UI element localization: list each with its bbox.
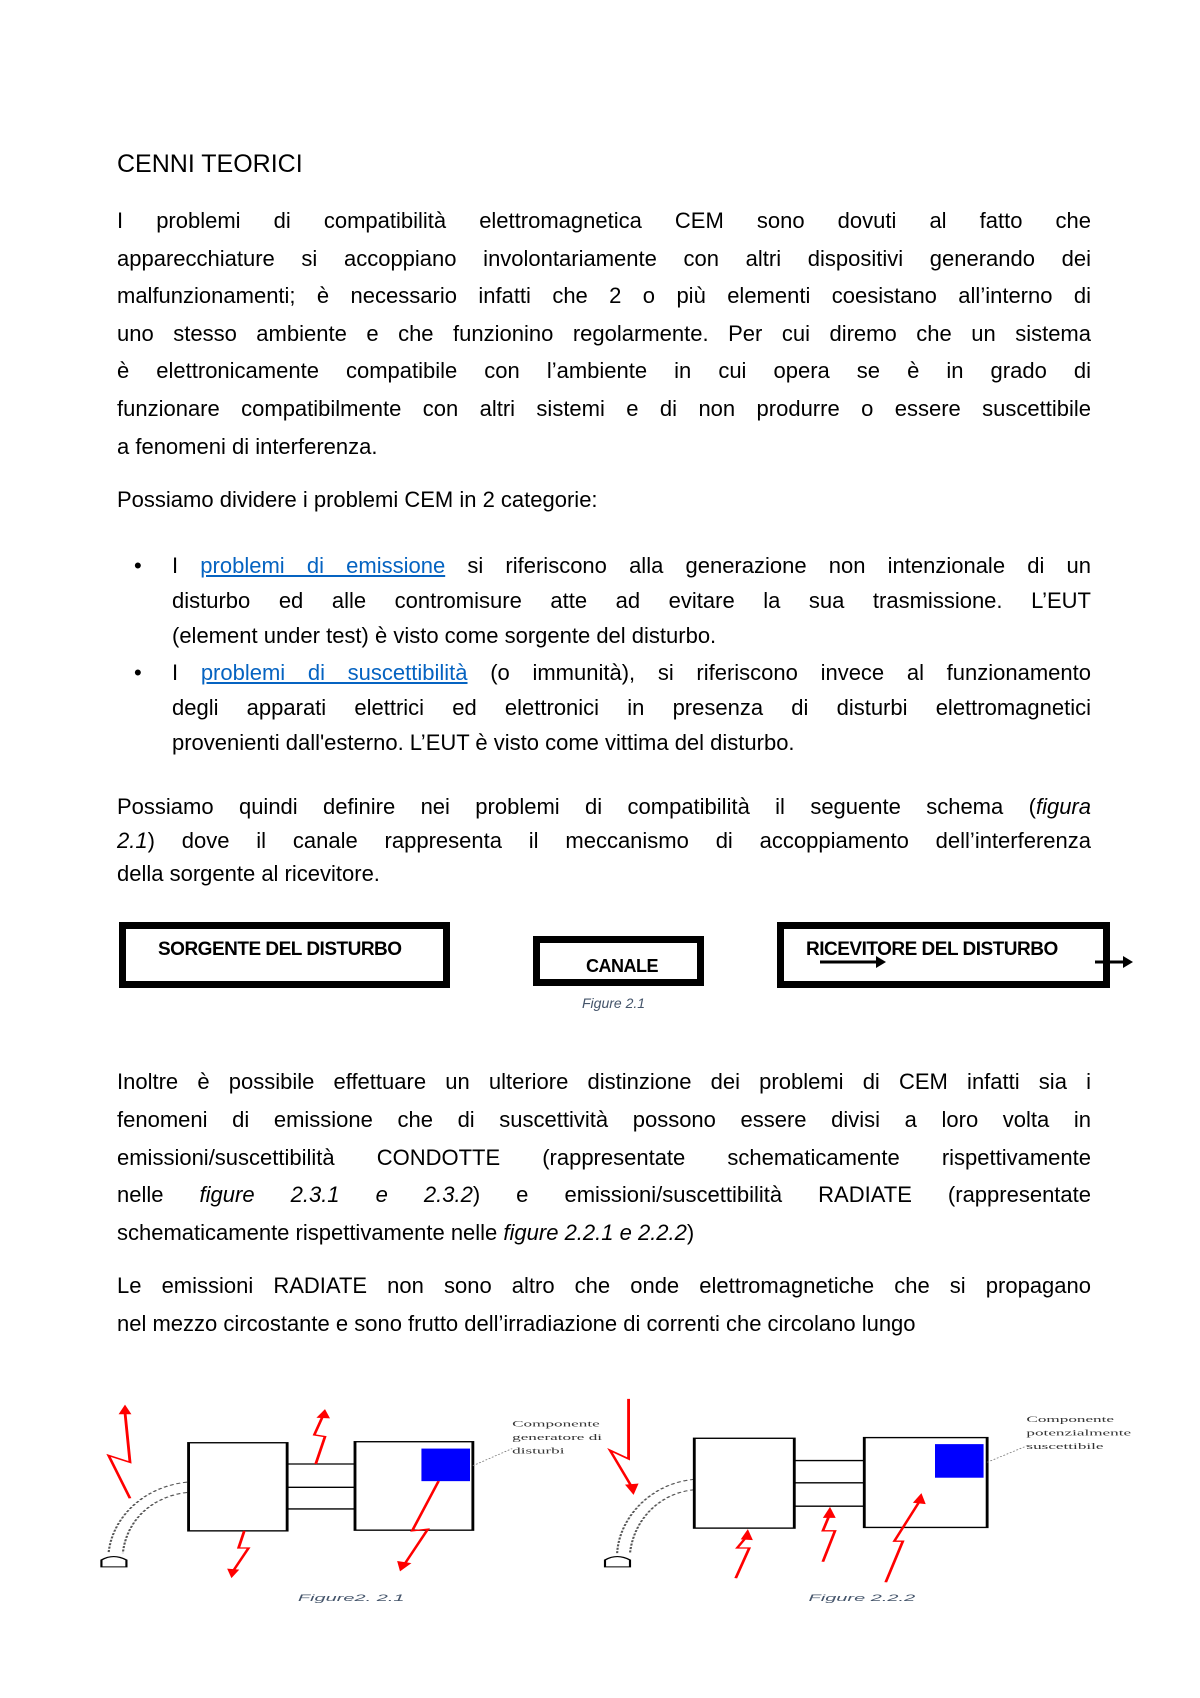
plug-icon bbox=[605, 1557, 630, 1567]
text-line bbox=[117, 277, 1091, 315]
annotation-line: disturbi bbox=[512, 1446, 565, 1456]
susceptible-component bbox=[935, 1444, 984, 1478]
text-segment: malfunzionamenti; è necessario infatti che 2 o più elementi coesistano all’interno di bbox=[117, 283, 1091, 309]
source-label: SORGENTE DEL DISTURBO bbox=[158, 939, 402, 960]
paragraph-categories bbox=[117, 481, 1091, 519]
text-segment: (o immunità), si riferiscono invece al funzionamento bbox=[467, 660, 1091, 685]
text-segment: a fenomeni di interferenza. bbox=[117, 433, 378, 459]
text-segment: si riferiscono alla generazione non intenzionale di un bbox=[445, 553, 1091, 578]
text-segment: disturbo ed alle contromisure atte ad evitare la sua trasmissione. L’EUT bbox=[172, 588, 1091, 613]
text-line bbox=[117, 1267, 1091, 1305]
text-line bbox=[117, 1214, 1091, 1252]
paragraph-radiated bbox=[117, 1267, 1091, 1343]
text-line bbox=[117, 857, 1091, 891]
text-segment: emissioni/suscettibilità CONDOTTE (rappresentate schematicamente rispettivamente bbox=[117, 1144, 1091, 1170]
text-segment: ) e emissioni/suscettibilità RADIATE (rappresentate bbox=[472, 1182, 1092, 1208]
text-segment: 2.1 bbox=[117, 827, 148, 853]
figure-2-2-2-caption: Figure 2.2.2 bbox=[808, 1593, 916, 1604]
text-line bbox=[172, 655, 1091, 690]
emitting-component bbox=[421, 1449, 470, 1482]
text-segment: uno stesso ambiente e che funzionino regolarmente. Per cui diremo che un sistema bbox=[117, 320, 1091, 346]
text-line bbox=[117, 824, 1091, 858]
bullet-emission bbox=[172, 548, 1091, 653]
text-segment: (element under test) è visto come sorgente del disturbo. bbox=[172, 623, 717, 648]
text-segment: I problemi di compatibilità elettromagnetica CEM sono dovuti al fatto che bbox=[117, 208, 1091, 233]
text-segment: Inoltre è possibile effettuare un ulteriore distinzione dei problemi di CEM infatti sia i bbox=[117, 1069, 1091, 1094]
text-line bbox=[117, 1176, 1091, 1214]
text-segment: degli apparati elettrici ed elettronici in presenza di disturbi elettromagnetici bbox=[172, 695, 1091, 720]
text-segment: Possiamo dividere i problemi CEM in 2 categorie: bbox=[117, 487, 598, 512]
link[interactable]: problemi di suscettibilità bbox=[200, 660, 468, 685]
text-segment: nelle bbox=[117, 1182, 200, 1208]
text-segment: I bbox=[172, 553, 201, 578]
text-segment: provenienti dall'esterno. L’EUT è visto come vittima del disturbo. bbox=[172, 730, 795, 755]
annotation-line: Componente bbox=[1026, 1414, 1114, 1424]
figure-2-2-1 bbox=[101, 1405, 602, 1578]
text-segment: figure 2.3.1 e 2.3.2 bbox=[199, 1182, 473, 1208]
text-segment: fenomeni di emissione che di suscettività possono essere divisi a loro volta in bbox=[117, 1106, 1091, 1132]
figure-2-2-1-caption: Figure2. 2.1 bbox=[297, 1593, 405, 1604]
text-segment: figure 2.2.1 e 2.2.2 bbox=[503, 1220, 687, 1246]
figure-2-1-caption: Figure 2.1 bbox=[582, 995, 646, 1011]
text-line bbox=[172, 725, 1091, 760]
source-box bbox=[119, 922, 450, 988]
text-segment: figura bbox=[1035, 794, 1091, 819]
text-segment: della sorgente al ricevitore. bbox=[117, 861, 380, 886]
text-segment: Le emissioni RADIATE non sono altro che onde elettromagnetiche che si propagano bbox=[117, 1273, 1091, 1298]
channel-label: CANALE bbox=[586, 956, 658, 976]
text-line bbox=[117, 428, 1091, 466]
figure-2-2-2 bbox=[605, 1399, 1131, 1582]
text-line bbox=[117, 1139, 1091, 1177]
annotation-line: Componente bbox=[512, 1418, 600, 1429]
text-line bbox=[117, 1101, 1091, 1139]
text-line bbox=[117, 202, 1091, 240]
bullet-susceptibility bbox=[172, 655, 1091, 760]
annotation-line: suscettibile bbox=[1026, 1441, 1104, 1452]
receiver-label: RICEVITORE DEL DISTURBO bbox=[806, 939, 1058, 960]
device-box bbox=[189, 1443, 288, 1531]
cable bbox=[617, 1479, 694, 1553]
channel-box bbox=[533, 936, 704, 986]
text-segment: nel mezzo circostante e sono frutto dell’irradiazione di correnti che circolano lungo bbox=[117, 1311, 916, 1336]
text-line bbox=[117, 790, 1091, 824]
annotation-line: generatore di bbox=[512, 1432, 603, 1442]
device-box bbox=[694, 1438, 794, 1528]
text-line bbox=[117, 352, 1091, 390]
paragraph-conducted-radiated bbox=[117, 1063, 1091, 1252]
text-line bbox=[172, 548, 1091, 583]
text-line bbox=[117, 1305, 1091, 1343]
text-line bbox=[172, 618, 1091, 653]
text-segment: apparecchiature si accoppiano involontariamente con altri dispositivi generando dei bbox=[117, 245, 1091, 271]
bullet-icon: • bbox=[134, 553, 142, 578]
text-segment: è elettronicamente compatibile con l’ambiente in cui opera se è in grado di bbox=[117, 358, 1091, 384]
paragraph-intro bbox=[117, 202, 1091, 465]
text-line bbox=[117, 481, 1091, 519]
text-segment: I bbox=[172, 660, 201, 685]
text-segment: ) bbox=[686, 1220, 695, 1246]
text-line bbox=[172, 583, 1091, 618]
text-line bbox=[117, 315, 1091, 353]
arrows bbox=[810, 950, 1140, 975]
text-segment: schematicamente rispettivamente nelle bbox=[117, 1220, 504, 1246]
text-segment: Possiamo quindi definire nei problemi di compatibilità il seguente schema ( bbox=[117, 794, 1036, 819]
arrow-right-icon bbox=[820, 956, 886, 968]
bullet-icon: • bbox=[134, 660, 142, 685]
link[interactable]: problemi di emissione bbox=[200, 553, 446, 578]
text-segment: funzionare compatibilmente con altri sistemi e di non produrre o essere suscettibile bbox=[117, 395, 1091, 421]
text-segment: ) dove il canale rappresenta il meccanismo di accoppiamento dell’interferenza bbox=[147, 827, 1091, 853]
section-heading: CENNI TEORICI bbox=[117, 150, 303, 178]
annotation-line: potenzialmente bbox=[1026, 1428, 1132, 1438]
plug-icon bbox=[101, 1557, 126, 1567]
text-line bbox=[172, 690, 1091, 725]
cable bbox=[109, 1482, 188, 1553]
text-line bbox=[117, 240, 1091, 278]
arrow-right-icon bbox=[1095, 956, 1133, 968]
text-line bbox=[117, 390, 1091, 428]
radiated-figures bbox=[80, 1380, 1200, 1620]
text-line bbox=[117, 1063, 1091, 1101]
paragraph-schema bbox=[117, 790, 1091, 891]
